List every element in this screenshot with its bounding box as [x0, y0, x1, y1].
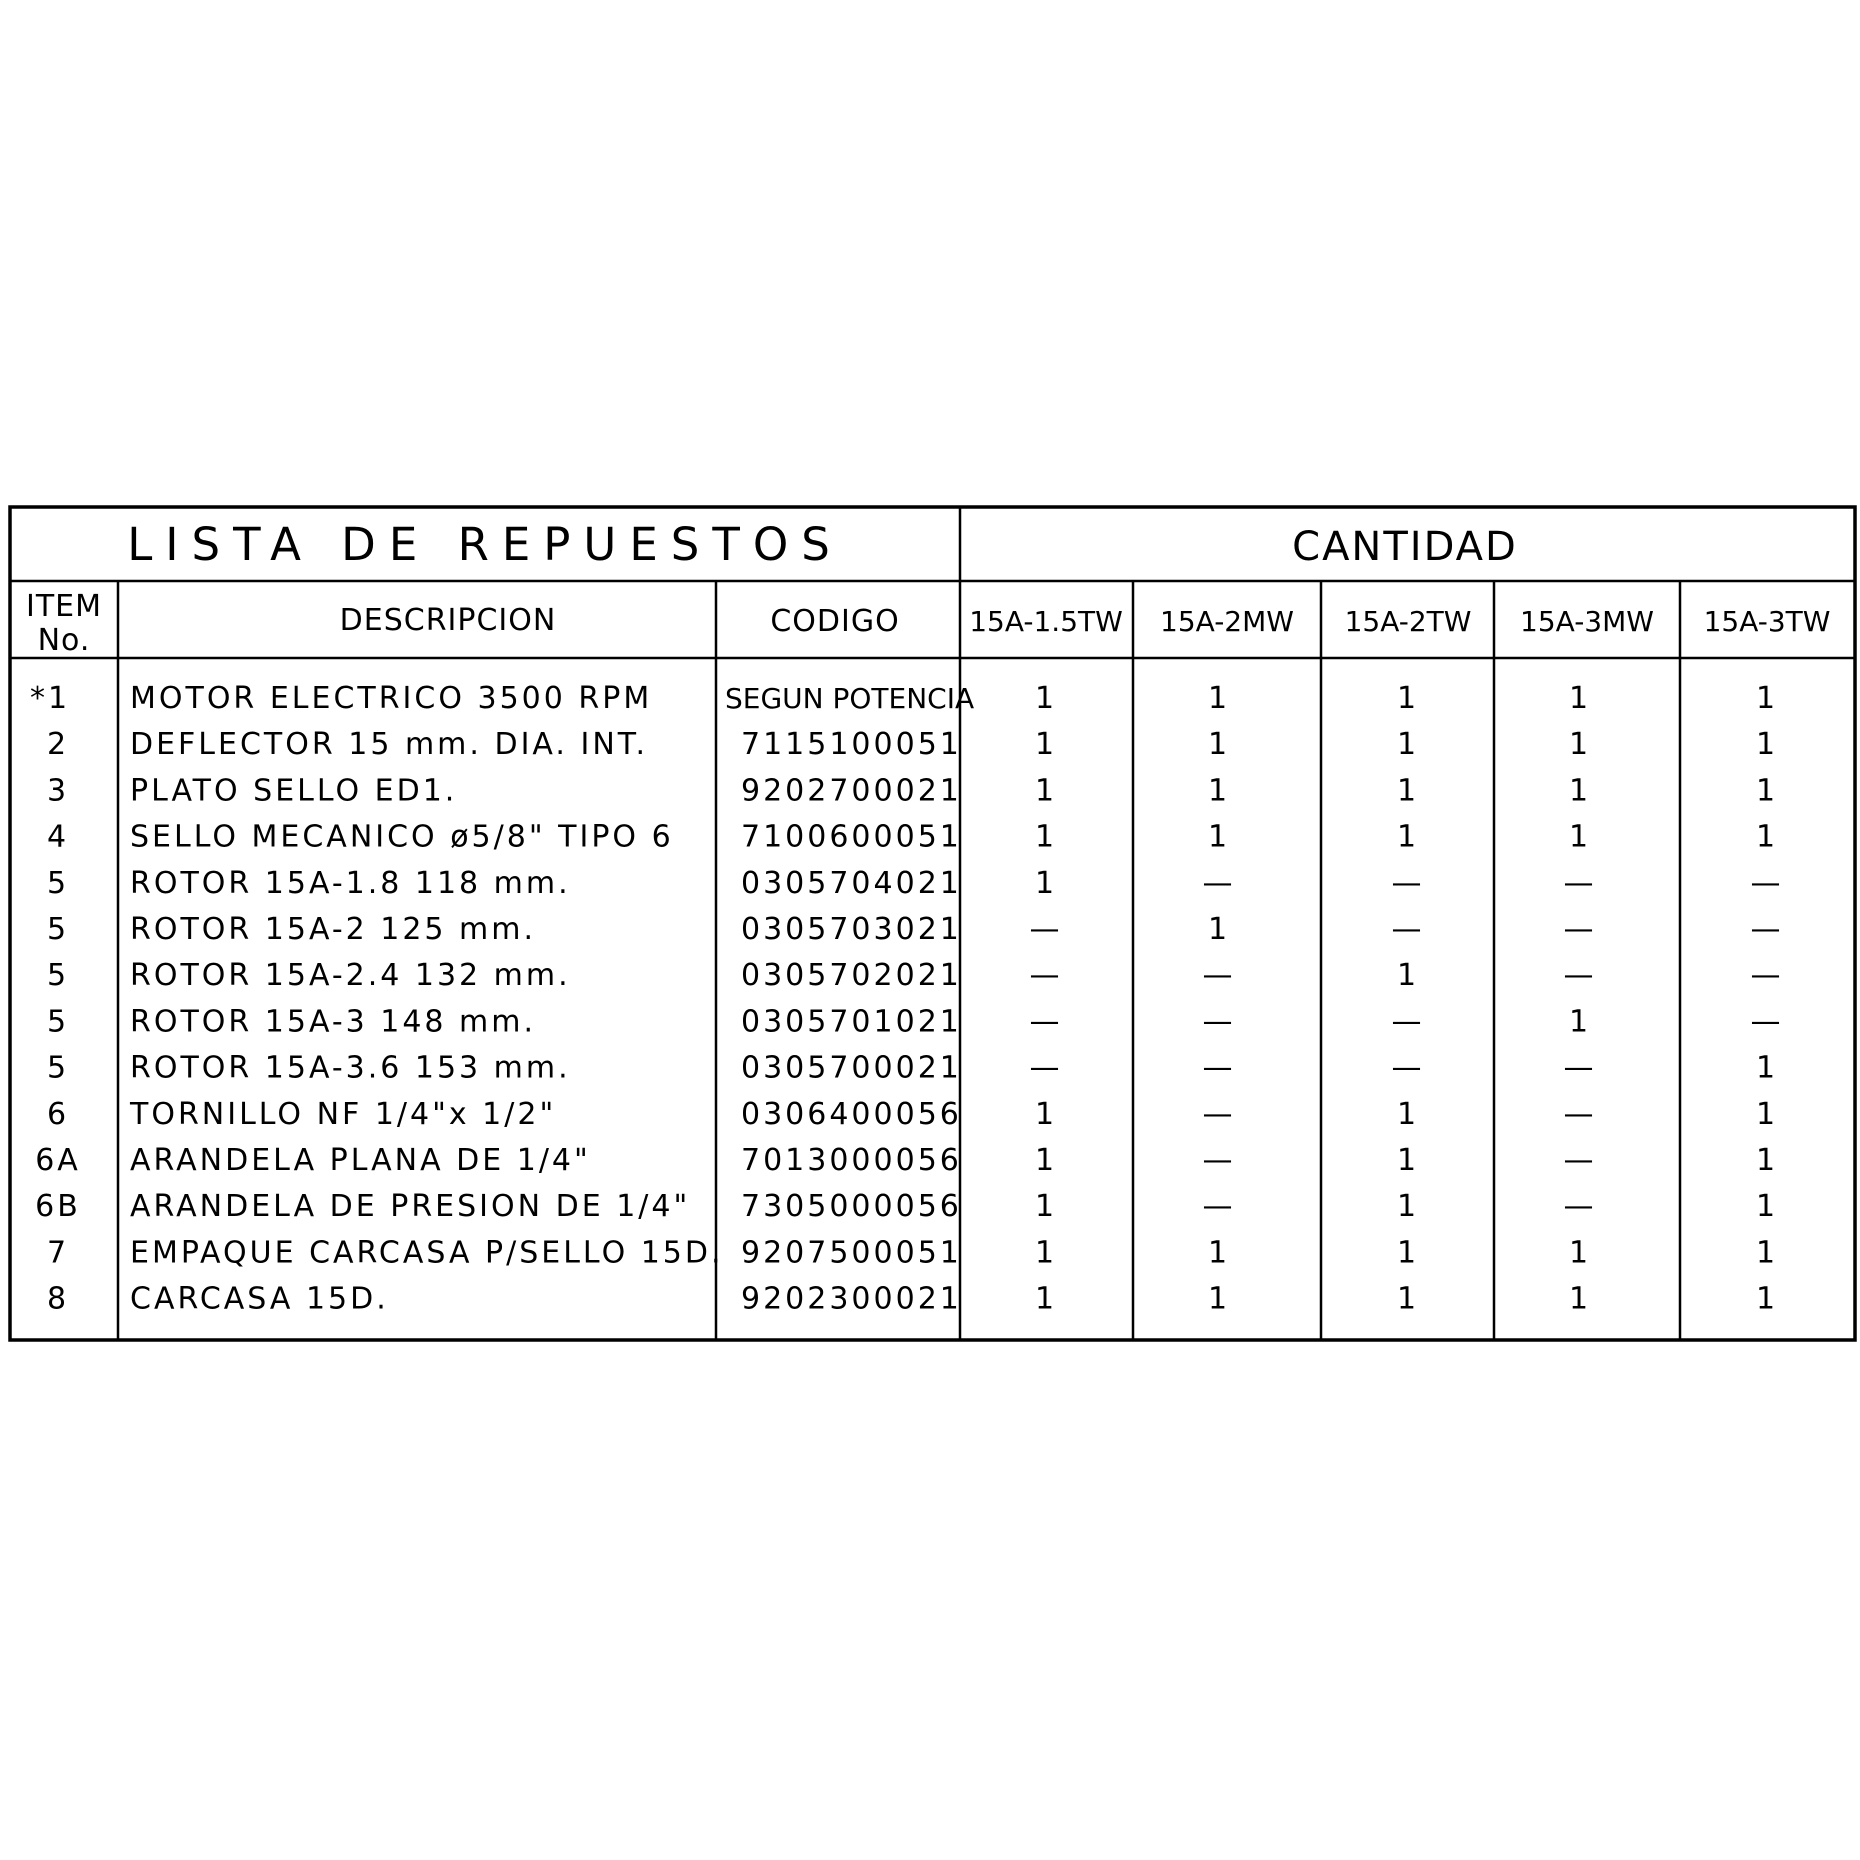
quantity-cell: —	[1029, 912, 1063, 947]
quantity-cell: 1	[1034, 681, 1058, 716]
quantity-cell: 1	[1568, 727, 1592, 763]
part-description: TORNILLO NF 1/4"x 1/2"	[130, 1096, 557, 1132]
quantity-cell: 1	[1034, 727, 1058, 763]
item-number: 7	[46, 1235, 70, 1271]
part-description: ARANDELA DE PRESION DE 1/4"	[130, 1189, 691, 1225]
item-header-line1: ITEM	[25, 589, 103, 624]
quantity-cell: 1	[1034, 773, 1058, 809]
part-code: 0305700021	[741, 1050, 962, 1086]
quantity-cell: —	[1563, 865, 1597, 901]
quantity-cell: —	[1202, 1096, 1236, 1132]
quantity-cell: 1	[1396, 773, 1420, 809]
item-number: 6A	[35, 1143, 81, 1178]
quantity-cell: —	[1029, 1004, 1063, 1040]
quantity-cell: 1	[1568, 681, 1592, 716]
quantity-cell: 1	[1755, 1189, 1779, 1225]
part-code: 0305703021	[741, 912, 962, 947]
part-description: DEFLECTOR 15 mm. DIA. INT.	[130, 727, 649, 763]
part-description: CARCASA 15D.	[130, 1281, 389, 1317]
quantity-cell: 1	[1034, 865, 1058, 901]
part-description: PLATO SELLO ED1.	[130, 773, 458, 809]
quantity-cell: 1	[1755, 1235, 1779, 1271]
quantity-cell: 1	[1207, 681, 1231, 716]
quantity-cell: 1	[1568, 1235, 1592, 1271]
quantity-cell: 1	[1755, 773, 1779, 809]
quantity-cell: —	[1202, 1189, 1236, 1225]
part-code: 0306400056	[741, 1096, 962, 1132]
part-code: 0305701021	[741, 1004, 962, 1040]
quantity-cell: —	[1202, 958, 1236, 994]
quantity-cell: —	[1202, 1143, 1236, 1178]
quantity-cell: 1	[1034, 1189, 1058, 1225]
quantity-cell: 1	[1034, 1143, 1058, 1178]
quantity-cell: 1	[1396, 1096, 1420, 1132]
part-code: 9207500051	[741, 1235, 962, 1271]
quantity-cell: 1	[1034, 1281, 1058, 1317]
model-header-1: 15A-1.5TW	[969, 605, 1123, 638]
quantity-cell: 1	[1396, 727, 1420, 763]
descripcion-header: DESCRIPCION	[339, 603, 557, 638]
quantity-cell: —	[1202, 1004, 1236, 1040]
quantity-cell: —	[1563, 1096, 1597, 1132]
table-title: LISTA DE REPUESTOS	[127, 518, 843, 571]
item-number: 6B	[35, 1189, 81, 1225]
quantity-cell: 1	[1755, 1143, 1779, 1178]
part-code: 9202700021	[741, 773, 962, 809]
part-code: 7305000056	[741, 1189, 962, 1225]
quantity-cell: 1	[1755, 819, 1779, 855]
cantidad-title: CANTIDAD	[1292, 524, 1518, 570]
item-number: 2	[46, 727, 70, 763]
item-number: *1	[30, 681, 71, 716]
table-body	[30, 681, 1784, 1317]
item-number: 8	[46, 1281, 70, 1317]
quantity-cell: 1	[1396, 1281, 1420, 1317]
quantity-cell: 1	[1755, 727, 1779, 763]
quantity-cell: 1	[1568, 1004, 1592, 1040]
quantity-cell: 1	[1396, 819, 1420, 855]
model-header-2: 15A-2MW	[1160, 605, 1294, 638]
quantity-cell: —	[1391, 1004, 1425, 1040]
quantity-cell: 1	[1207, 819, 1231, 855]
quantity-cell: —	[1750, 865, 1784, 901]
item-number: 5	[46, 1050, 70, 1086]
part-description: SELLO MECANICO ø5/8" TIPO 6	[130, 819, 674, 855]
part-code: 9202300021	[741, 1281, 962, 1317]
item-number: 5	[46, 865, 70, 901]
quantity-cell: —	[1563, 912, 1597, 947]
quantity-cell: —	[1563, 958, 1597, 994]
model-header-5: 15A-3TW	[1703, 605, 1831, 638]
part-description: ARANDELA PLANA DE 1/4"	[130, 1143, 591, 1178]
quantity-cell: —	[1563, 1143, 1597, 1178]
part-code: 0305702021	[741, 958, 962, 994]
item-number: 5	[46, 1004, 70, 1040]
quantity-cell: 1	[1755, 1096, 1779, 1132]
quantity-cell: 1	[1034, 819, 1058, 855]
part-description: ROTOR 15A-2.4 132 mm.	[130, 958, 571, 994]
quantity-cell: 1	[1207, 727, 1231, 763]
part-code: 7100600051	[741, 819, 962, 855]
quantity-cell: 1	[1207, 773, 1231, 809]
item-number: 3	[46, 773, 70, 809]
quantity-cell: 1	[1396, 1143, 1420, 1178]
part-code: 7013000056	[741, 1143, 962, 1178]
item-number: 5	[46, 912, 70, 947]
quantity-cell: 1	[1034, 1096, 1058, 1132]
quantity-cell: —	[1563, 1050, 1597, 1086]
item-number: 4	[46, 819, 70, 855]
quantity-cell: 1	[1396, 1189, 1420, 1225]
quantity-cell: 1	[1568, 773, 1592, 809]
codigo-header: CODIGO	[770, 604, 900, 639]
item-number: 6	[46, 1096, 70, 1132]
quantity-cell: —	[1563, 1189, 1597, 1225]
quantity-cell: 1	[1568, 819, 1592, 855]
part-description: EMPAQUE CARCASA P/SELLO 15D.	[130, 1235, 724, 1271]
quantity-cell: —	[1750, 1004, 1784, 1040]
quantity-cell: 1	[1396, 681, 1420, 716]
quantity-cell: 1	[1755, 681, 1779, 716]
model-header-4: 15A-3MW	[1520, 605, 1654, 638]
quantity-cell: —	[1029, 1050, 1063, 1086]
quantity-cell: —	[1750, 912, 1784, 947]
quantity-cell: 1	[1568, 1281, 1592, 1317]
item-header-line2: No.	[37, 623, 91, 658]
model-header-3: 15A-2TW	[1344, 605, 1472, 638]
quantity-cell: 1	[1755, 1050, 1779, 1086]
part-code: SEGUN POTENCIA	[725, 682, 975, 715]
quantity-cell: 1	[1396, 958, 1420, 994]
quantity-cell: 1	[1034, 1235, 1058, 1271]
part-description: ROTOR 15A-2 125 mm.	[130, 912, 537, 947]
part-code: 7115100051	[741, 727, 962, 763]
part-code: 0305704021	[741, 865, 962, 901]
quantity-cell: 1	[1207, 912, 1231, 947]
quantity-cell: 1	[1207, 1235, 1231, 1271]
part-description: MOTOR ELECTRICO 3500 RPM	[130, 681, 653, 716]
quantity-cell: —	[1391, 1050, 1425, 1086]
part-description: ROTOR 15A-1.8 118 mm.	[130, 865, 571, 901]
item-number: 5	[46, 958, 70, 994]
quantity-cell: —	[1202, 865, 1236, 901]
quantity-cell: 1	[1755, 1281, 1779, 1317]
quantity-cell: —	[1391, 865, 1425, 901]
quantity-cell: —	[1391, 912, 1425, 947]
part-description: ROTOR 15A-3.6 153 mm.	[130, 1050, 571, 1086]
quantity-cell: 1	[1207, 1281, 1231, 1317]
quantity-cell: 1	[1396, 1235, 1420, 1271]
quantity-cell: —	[1202, 1050, 1236, 1086]
quantity-cell: —	[1029, 958, 1063, 994]
quantity-cell: —	[1750, 958, 1784, 994]
part-description: ROTOR 15A-3 148 mm.	[130, 1004, 537, 1040]
